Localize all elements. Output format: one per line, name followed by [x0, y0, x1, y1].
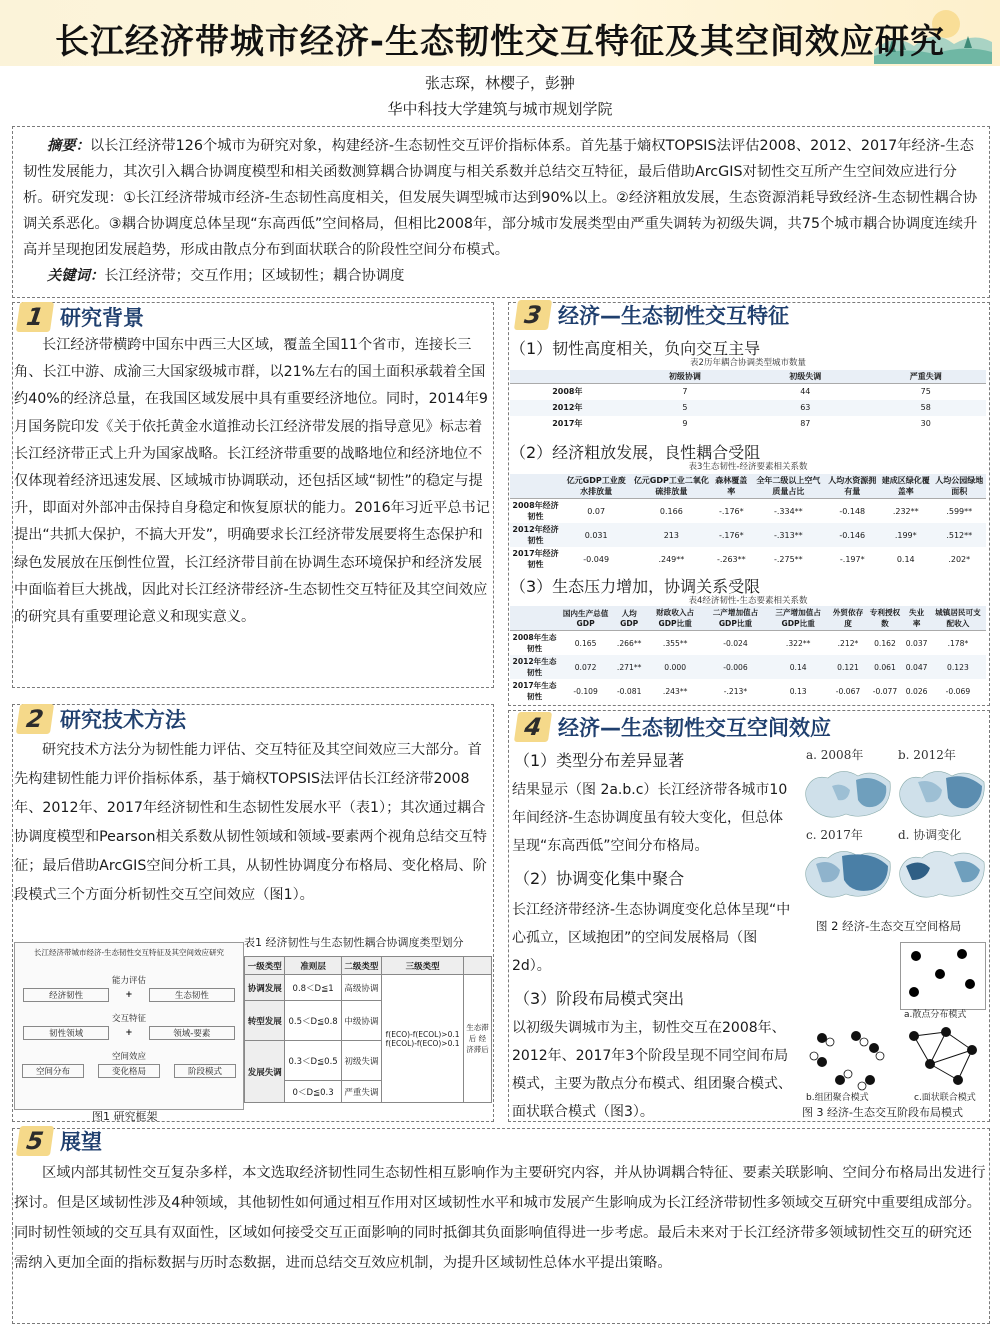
t1-r4c1: 0＜D≦0.3 — [285, 1081, 341, 1103]
t4-r2c2: -0.081 — [616, 686, 642, 696]
poster-title: 长江经济带城市经济-生态韧性交互特征及其空间效应研究 — [54, 22, 946, 62]
t1-r2c0: 转型发展 — [245, 1001, 285, 1041]
t3-r1c4: -.313** — [751, 523, 825, 547]
t4-r2c5: 0.13 — [789, 686, 807, 696]
fig1-plus-1: + — [125, 990, 133, 1000]
t3-r2c7: .202* — [948, 554, 971, 564]
t4-r2c6: -0.067 — [835, 686, 861, 696]
t1-cond: f(ECO)-f(ECOL)>0.1 f(ECOL)-f(ECO)>0.1 — [382, 975, 464, 1103]
t3-r0c0: 2008年经济韧性 — [512, 501, 559, 521]
t3-h3: 森林覆盖率 — [711, 474, 751, 499]
fig3-a-label: a.散点分布模式 — [904, 1010, 967, 1020]
t3-h7: 人均公园绿地面积 — [932, 474, 986, 499]
pattern-network-icon — [900, 1020, 986, 1092]
section-5-heading — [18, 1126, 102, 1156]
map-c-label: c. 2017年 — [806, 828, 863, 842]
t1-r1c0: 协调发展 — [245, 975, 285, 1001]
keywords-line — [23, 263, 979, 289]
section-3-sub3: （3）生态压力增加，协调关系受限 — [510, 577, 761, 596]
t4-r0c6: .212* — [837, 638, 859, 648]
t4-r1c5: 0.14 — [767, 655, 830, 679]
fig1-plus-2: + — [125, 1028, 133, 1038]
fig1-box-element: 领域-要素 — [149, 1026, 235, 1040]
t4-r2c1: -0.109 — [573, 686, 598, 696]
map-2012-icon — [896, 760, 988, 826]
section-4-number: 4 — [514, 712, 552, 742]
pattern-scatter-icon — [900, 942, 986, 1010]
t3-r1c7: .512** — [932, 523, 986, 547]
t4-r2c8: 0.026 — [905, 686, 928, 696]
t2-r2c1: 9 — [682, 419, 688, 428]
t4-h2: 人均GDP — [612, 606, 646, 631]
map-2017-icon — [802, 840, 894, 906]
t3-r1c5: -0.146 — [826, 523, 879, 547]
t3-r0c7: .599** — [946, 506, 973, 516]
t2-h0 — [510, 370, 625, 384]
t3-r2c1: -0.049 — [583, 554, 610, 564]
section-5-text: 区域内部其韧性交互复杂多样，本文选取经济韧性同生态韧性相互影响作为主要研究内容，并从协调耦合特征、要素关联影响、空间分布格局出发进行探讨。但是区域韧性涉及4种领域，其他韧性如何通过相互作用对区域韧性水平和城市发展产生影响成为长江经济带韧性多领域交互研究中重要组成部分。同时韧性领域的交互具有双面性，区域如何接受交互正面影响的同时抵御其负面影响值得进一步考虑。最后未来对于长江经济带多领域韧性交互的研究还需纳入更加全面的指标数据与历时态数据，进而总结交互效应机制，为提升区域韧性总体水平提出策略。 — [14, 1165, 986, 1271]
fig1-stage1: 能力评估 — [111, 976, 146, 986]
t3-r1c2: 213 — [631, 523, 711, 547]
t4-h5: 三产增加值占GDP比重 — [767, 606, 830, 631]
t2-r1c1: 5 — [625, 400, 745, 416]
t4-h8: 失业率 — [903, 606, 929, 631]
section-1-number: 1 — [16, 302, 54, 332]
table-3 — [510, 474, 986, 571]
section-4-heading — [516, 712, 831, 742]
section-4-sub2: （2）协调变化集中聚合 — [514, 869, 685, 888]
t3-r0c4: -.334** — [773, 506, 803, 516]
t4-r1c0: 2012年生态韧性 — [510, 655, 559, 679]
t3-r0c3: -.176* — [718, 506, 744, 516]
section-4-sub3: （3）阶段布局模式突出 — [514, 989, 685, 1008]
fig1-box-eco: 生态韧性 — [149, 988, 235, 1002]
t3-r0c1: 0.07 — [587, 506, 606, 516]
t2-r1c3: 58 — [866, 400, 986, 416]
abstract-body: 以长江经济带126个城市为研究对象，构建经济-生态韧性交互评价指标体系。首先基于熵权TOPSIS法评估2008、2012、2017年经济-生态韧性发展能力，其次引入耦合协调度模型和相关函数测算耦合协调度与相关系数并总结交互特征，最后借助ArcGIS对韧性交互所产生空间效应进行分析。研究发现：①长江经济带城市经济-生态韧性高度相关，但发展失调型城市达到90%以上。②经济粗放发展，生态资源消耗导致经济-生态韧性耦合协调关系恶化。③耦合协调度总体呈现“东高西低”空间格局，但相比2008年，部分城市发展类型由严重失调转为初级失调，共75个城市耦合协调度连续升高并呈现抱团发展趋势，形成由散点分布到面状联合的阶段性空间分布模式。 — [23, 138, 978, 258]
section-1-text: 长江经济带横跨中国东中西三大区域，覆盖全国11个省市，连接长三角、长江中游、成渝三大国家级城市群，以21%左右的国土面积承载着全国约40%的经济总量，在我国区域发展中具有重要经济地位。同时，2014年9月国务院印发《关于依托黄金水道推动长江经济带发展的指导意见》标志着长江经济带正式上升为国家战略。长江经济带重要的战略地位和经济地位不仅体现着经济迅速发展、区域城市协调联动，还包括区域“韧性”的稳定与提升，即面对外部冲击保持自身稳定和恢复原状的能力。2016年习近平总书记提出“共抓大保护，不搞大开发”，明确要求长江经济带发展要将生态保护和绿色发展放在压倒性位置，长江经济带目前在协调生态环境保护和经济发展中面临着巨大挑战，因此对长江经济带经济-生态韧性交互特征及其空间效应的研究具有重要理论意义和现实意义。 — [14, 337, 490, 626]
pattern-cluster-icon — [804, 1022, 894, 1094]
t4-r0c9: .178* — [947, 638, 969, 648]
t4-r2c7: -0.077 — [872, 686, 898, 696]
fig3-c-label: c.面状联合模式 — [914, 1093, 976, 1103]
t4-r1c9: 0.123 — [930, 655, 986, 679]
map-2008-icon — [802, 760, 894, 826]
t1-h1: 准则层 — [285, 957, 341, 975]
t4-r2c9: -0.069 — [945, 686, 971, 696]
keywords-label: 关键词： — [47, 268, 105, 284]
t2-h2: 初级失调 — [745, 370, 865, 384]
t2-h1: 初级协调 — [625, 370, 745, 384]
t1-r1c1: 0.8＜D≦1 — [285, 975, 341, 1001]
t4-r1c3: 0.000 — [646, 655, 704, 679]
section-2-text: 研究技术方法分为韧性能力评估、交互特征及其空间效应三大部分。首先构建韧性能力评价指标体系，基于熵权TOPSIS法评估长江经济带2008年、2012年、2017年经济韧性和生态韧性发展水平（表1）；其次通过耦合协调度模型和Pearson相关系数从韧性领域和领域-要素两个视角总结交互特征；最后借助ArcGIS空间分析工具，从韧性协调度分布格局、变化格局、阶段模式三个方面分析韧性交互空间效应（图1）。 — [14, 742, 487, 903]
t3-h5: 人均水资源拥有量 — [826, 474, 879, 499]
t3-r1c0: 2012年经济韧性 — [510, 523, 561, 547]
section-3-heading — [516, 300, 789, 330]
t4-h4: 二产增加值占GDP比重 — [704, 606, 767, 631]
t4-h0 — [510, 606, 559, 631]
section-5-number: 5 — [16, 1126, 54, 1156]
authors: 张志琛，林樱子，彭翀 — [424, 74, 575, 92]
table-2-caption: 表2历年耦合协调类型城市数量 — [690, 358, 806, 368]
t3-r1c6: .199* — [879, 523, 932, 547]
t4-h3: 财政收入占GDP比重 — [646, 606, 704, 631]
figure-1-framework — [14, 942, 244, 1110]
t2-r2c0: 2017年 — [552, 419, 583, 428]
t1-r2c2: 中级协调 — [341, 1001, 381, 1041]
table-1-caption: 表1 经济韧性与生态韧性耦合协调度类型划分 — [244, 936, 464, 949]
t1-h2: 二级类型 — [341, 957, 381, 975]
t3-r1c3: -.176* — [711, 523, 751, 547]
table-3-caption: 表3生态韧性-经济要素相关系数 — [688, 462, 808, 472]
fig1-stage3: 空间效应 — [111, 1052, 146, 1062]
t3-r2c6: 0.14 — [896, 554, 915, 564]
section-3-sub2: （2）经济粗放发展，良性耦合受阻 — [510, 443, 761, 462]
table-2 — [510, 370, 986, 432]
t3-h2: 亿元GDP工业二氧化硫排放量 — [631, 474, 711, 499]
t1-r2c1: 0.5＜D≦0.8 — [285, 1001, 341, 1041]
fig1-box-domain: 韧性领域 — [23, 1026, 109, 1040]
t4-h1: 国内生产总值GDP — [559, 606, 612, 631]
section-2-title: 研究技术方法 — [60, 708, 186, 732]
t4-r2c4: -.213* — [723, 686, 748, 696]
section-3-title: 经济—生态韧性交互特征 — [558, 304, 789, 328]
t1-h3: 三级类型 — [382, 957, 464, 975]
t4-r1c4: -0.006 — [704, 655, 767, 679]
figure-2-maps — [800, 744, 990, 930]
t2-r0c2: 44 — [800, 387, 811, 397]
t4-h7: 专利授权数 — [866, 606, 903, 631]
abstract-box — [12, 126, 990, 298]
t4-r0c8: 0.037 — [905, 638, 928, 648]
t3-r2c2: .249** — [658, 554, 685, 564]
abstract-label: 摘要： — [47, 138, 90, 154]
figure-3-caption: 图 3 经济-生态交互阶段布局模式 — [802, 1106, 963, 1119]
t4-r0c0: 2008年生态韧性 — [512, 633, 557, 653]
t1-r3c2: 初级失调 — [341, 1041, 381, 1081]
t4-r1c1: 0.072 — [559, 655, 612, 679]
keywords: 长江经济带；交互作用；区域韧性；耦合协调度 — [104, 268, 405, 284]
fig1-box-stage: 阶段模式 — [174, 1064, 236, 1078]
table-4-caption: 表4经济韧性-生态要素相关系数 — [688, 596, 808, 606]
map-b-label: b. 2012年 — [898, 748, 956, 762]
t3-r2c3: -.263** — [716, 554, 746, 564]
t4-r0c5: .322** — [785, 638, 811, 648]
t4-r2c3: .243** — [662, 686, 688, 696]
t2-r0c3: 75 — [920, 387, 931, 397]
t3-r2c5: -.197* — [839, 554, 865, 564]
t4-r0c4: -0.024 — [723, 638, 748, 648]
section-4-sub1: （1）类型分布差异显著 — [514, 751, 685, 770]
section-4-p3: 以初级失调城市为主，韧性交互在2008年、2012年、2017年3个阶段呈现不同空间布局模式，主要为散点分布模式、组团聚合模式、面状联合模式（图3）。 — [512, 1020, 792, 1120]
section-5-title: 展望 — [60, 1130, 102, 1154]
section-2-heading — [18, 704, 186, 734]
t3-h0 — [510, 474, 561, 499]
t1-h0: 一级类型 — [245, 957, 285, 975]
fig1-box-econ: 经济韧性 — [23, 988, 109, 1002]
map-d-label: d. 协调变化 — [898, 828, 962, 842]
t2-r0c1: 7 — [682, 387, 688, 397]
fig1-box-change: 变化格局 — [98, 1064, 160, 1078]
t4-h6: 外贸依存度 — [830, 606, 867, 631]
t4-h9: 城镇居民可支配收入 — [930, 606, 986, 631]
t3-r1c1: 0.031 — [561, 523, 631, 547]
t2-r1c0: 2012年 — [510, 400, 625, 416]
t2-r2c3: 30 — [920, 419, 931, 428]
section-4-p2: 长江经济带经济-生态协调度变化总体呈现“中心孤立，区域抱团”的空间发展格局（图 2d）。 — [512, 902, 791, 974]
t4-r2c0: 2017年生态韧性 — [512, 681, 557, 701]
fig1-box-spatial: 空间分布 — [22, 1064, 84, 1078]
t1-h4 — [464, 957, 492, 975]
t3-h6: 建成区绿化覆盖率 — [879, 474, 932, 499]
t4-r0c7: 0.162 — [874, 638, 896, 648]
section-3-sub1: （1）韧性高度相关，负向交互主导 — [510, 339, 761, 358]
t2-r1c2: 63 — [745, 400, 865, 416]
figure-1-caption: 图1 研究框架 — [92, 1110, 158, 1123]
section-5-body — [14, 1158, 986, 1278]
section-4-title: 经济—生态韧性交互空间效应 — [558, 716, 831, 740]
t2-r0c0: 2008年 — [552, 387, 583, 397]
fig1-title: 长江经济带城市经济-生态韧性交互特征及其空间效应研究 — [33, 948, 225, 957]
t3-r0c5: -0.148 — [839, 506, 866, 516]
t3-r0c6: .232** — [892, 506, 919, 516]
figure-2-caption: 图 2 经济-生态交互空间格局 — [816, 919, 962, 933]
section-4-p1: 结果显示（图 2a.b.c）长江经济带各城市10年间经济-生态协调度虽有较大变化，但总体呈现“东高西低”空间分布格局。 — [512, 782, 788, 854]
section-1-title: 研究背景 — [60, 306, 144, 330]
section-2-body — [14, 736, 490, 910]
t4-r1c6: 0.121 — [830, 655, 867, 679]
t4-r0c3: .355** — [662, 638, 688, 648]
t4-r0c2: .266** — [616, 638, 642, 648]
section-1-heading — [18, 302, 144, 332]
section-3-number: 3 — [514, 300, 552, 330]
t3-r2c4: -.275** — [773, 554, 803, 564]
t1-r3c1: 0.3＜D≦0.5 — [285, 1041, 341, 1081]
t2-r2c2: 87 — [800, 419, 811, 428]
t1-r4c2: 严重失调 — [341, 1081, 381, 1103]
map-change-icon — [896, 840, 988, 906]
t4-r0c1: 0.165 — [574, 638, 597, 648]
t3-h4: 全年二级以上空气质量占比 — [751, 474, 825, 499]
t4-r1c2: .271** — [612, 655, 646, 679]
t4-r1c7: 0.061 — [866, 655, 903, 679]
section-2-number: 2 — [16, 704, 54, 734]
t2-h3: 严重失调 — [866, 370, 986, 384]
t4-r1c8: 0.047 — [903, 655, 929, 679]
t3-r0c2: 0.166 — [659, 506, 683, 516]
fig3-b-label: b.组团聚合模式 — [806, 1093, 869, 1103]
affiliation: 华中科技大学建筑与城市规划学院 — [387, 100, 613, 118]
t1-r1c2: 高级协调 — [341, 975, 381, 1001]
t3-r2c0: 2017年经济韧性 — [512, 549, 559, 569]
fig1-stage2: 交互特征 — [111, 1014, 146, 1024]
abstract-text — [23, 133, 979, 263]
map-a-label: a. 2008年 — [806, 748, 864, 762]
t1-lag: 生态滞后 经济滞后 — [464, 975, 492, 1103]
section-1-body — [14, 332, 490, 631]
table-4 — [510, 606, 986, 703]
table-1 — [244, 956, 492, 1103]
t1-r3c0: 发展失调 — [245, 1041, 285, 1103]
t3-h1: 亿元GDP工业废水排放量 — [561, 474, 631, 499]
